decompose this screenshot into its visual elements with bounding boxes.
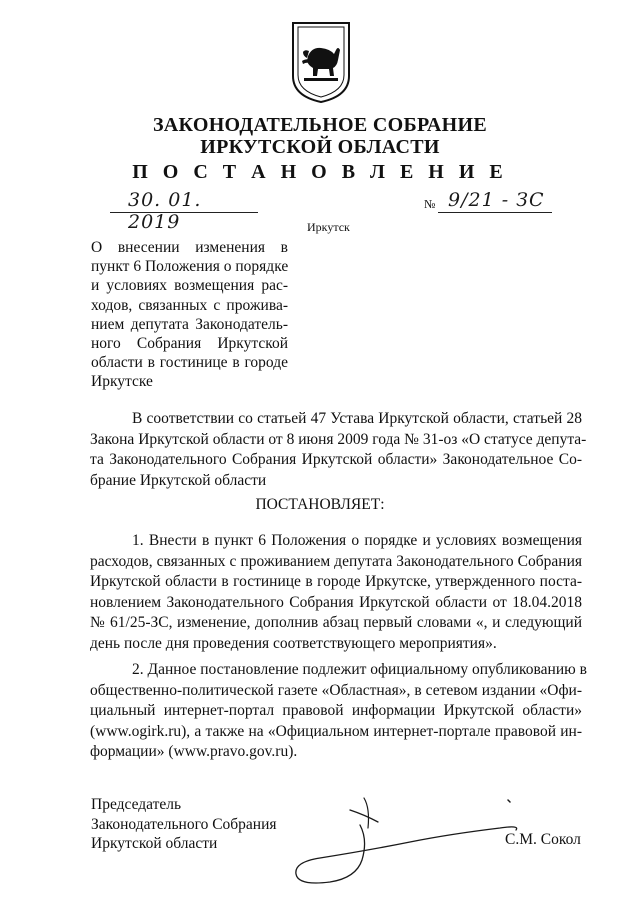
paragraph-line: новлением Законодательного Собрания Иркутской области от 18.04.2018 xyxy=(90,593,582,611)
paragraph-line: циальный интернет-портал правовой информации Иркутской области» xyxy=(90,702,582,719)
signatory-title-line: Иркутской области xyxy=(91,835,218,852)
item-2-paragraph xyxy=(90,660,587,763)
signatory-title-line: Законодательного Собрания xyxy=(91,815,277,833)
number-sign: № xyxy=(424,197,436,211)
subject-line: пункт 6 Положения о порядке xyxy=(91,258,289,276)
preamble-paragraph xyxy=(90,409,587,491)
paragraph-line: та Законодательного Собрания Иркутской области» Законодательное Со- xyxy=(90,451,582,468)
paragraph-line: общественно-политической газете «Областная», в сетевом издании «Офи- xyxy=(90,681,582,699)
number-underline xyxy=(438,212,552,213)
paragraph-line: (www.ogirk.ru), а также на «Официальном интернет-портале правовой ин- xyxy=(90,722,582,740)
paragraph-line: № 61/25-ЗС, изменение, дополнив абзац первый словами «, и следующий xyxy=(90,614,582,631)
subject-line: ного Собрания Иркутской xyxy=(91,335,288,353)
subject-line: нием депутата Законодатель- xyxy=(91,315,288,333)
signatory-title-line: Председатель xyxy=(91,796,182,813)
document-subject xyxy=(91,238,288,392)
handwritten-signature xyxy=(290,770,540,900)
paragraph-line: брание Иркутской области xyxy=(90,471,267,489)
city-label: Иркутск xyxy=(307,220,350,234)
date-underline xyxy=(110,212,258,213)
subject-line: области в гостинице в городе xyxy=(91,354,288,372)
subject-line: и условиях возмещения рас- xyxy=(91,277,288,295)
decree-heading: ПОСТАНОВЛЯЕТ: xyxy=(255,496,385,513)
date-field xyxy=(110,189,258,233)
irkutsk-coat-of-arms-icon xyxy=(290,20,352,104)
paragraph-line: 1. Внести в пункт 6 Положения о порядке и условиях возмещения xyxy=(132,532,582,549)
paragraph-line: расходов, связанных с проживанием депутата Законодательного Собрания xyxy=(90,552,582,570)
paragraph-line: 2. Данное постановление подлежит официальному опубликованию в xyxy=(132,661,587,678)
item-1-paragraph xyxy=(90,531,582,654)
paragraph-line: Закона Иркутской области от 8 июня 2009 года № 31-оз «О статусе депута- xyxy=(90,430,587,448)
date-value: 30. 01. 2019 xyxy=(128,189,202,233)
header-region: ИРКУТСКОЙ ОБЛАСТИ xyxy=(200,136,440,158)
paragraph-line: день после дня проведения соответствующего мероприятия». xyxy=(90,634,497,652)
signatory-name: С.М. Сокол xyxy=(505,831,581,848)
header-organization: ЗАКОНОДАТЕЛЬНОЕ СОБРАНИЕ xyxy=(152,114,488,136)
paragraph-line: Иркутской области в гостинице в городе Иркутске, утвержденного поста- xyxy=(90,573,582,590)
number-value: 9/21 - ЗС xyxy=(448,189,545,211)
number-field xyxy=(424,189,552,213)
document-type-title: П О С Т А Н О В Л Е Н И Е xyxy=(132,161,508,183)
signatory-title xyxy=(91,795,277,854)
paragraph-line: В соответствии со статьей 47 Устава Иркутской области, статьей 28 xyxy=(132,410,582,427)
paragraph-line: формации» (www.pravo.gov.ru). xyxy=(90,743,298,760)
subject-line: Иркутске xyxy=(91,373,153,391)
subject-line: ходов, связанных с прожива- xyxy=(91,296,288,314)
subject-line: О внесении изменения в xyxy=(91,239,288,256)
